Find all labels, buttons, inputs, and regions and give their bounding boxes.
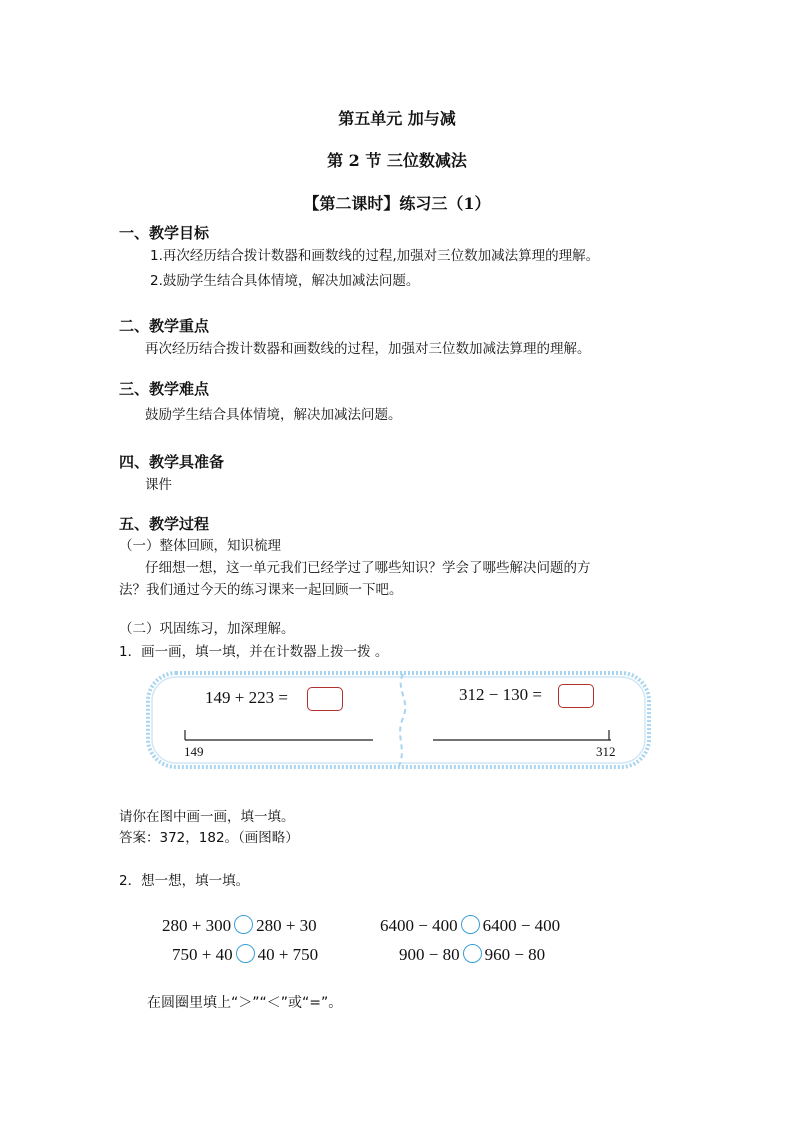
part2-title: （二）巩固练习，加深理解。 (119, 621, 295, 637)
compare-item-2 (380, 915, 560, 936)
materials-text: 课件 (145, 477, 172, 493)
compare-right: 280 + 30 (256, 916, 317, 935)
compare-circle[interactable] (463, 944, 482, 963)
compare-item-1 (162, 915, 317, 936)
q1-title: 1．画一画，填一填，并在计数器上拨一拨 。 (119, 644, 389, 660)
difficulty-heading: 三、教学难点 (119, 380, 210, 398)
right-answer-box[interactable] (558, 684, 594, 708)
goal-item-2: 2.鼓励学生结合具体情境，解决加减法问题。 (150, 273, 420, 289)
part1-line2: 法？我们通过今天的练习课来一起回顾一下吧。 (119, 582, 403, 598)
process-heading: 五、教学过程 (119, 515, 210, 533)
materials-heading: 四、教学具准备 (119, 453, 225, 471)
compare-left: 280 + 300 (162, 916, 232, 935)
compare-left: 750 + 40 (172, 945, 233, 964)
goal-item-1: 1.再次经历结合拨计数器和画数线的过程,加强对三位数加减法算理的理解。 (150, 248, 600, 264)
right-tick-label: 312 (596, 744, 616, 759)
q1-instruction: 请你在图中画一画，填一填。 (119, 809, 295, 825)
compare-right: 6400 − 400 (482, 916, 561, 935)
compare-instruction: 在圆圈里填上“＞”“＜”或“=”。 (147, 995, 343, 1011)
part1-title: （一）整体回顾，知识梳理 (119, 538, 281, 554)
key-heading: 二、教学重点 (119, 317, 210, 335)
compare-circle[interactable] (461, 915, 480, 934)
section-title: 第 2 节 三位数减法 (327, 151, 467, 170)
part1-line1: 仔细想一想，这一单元我们已经学过了哪些知识？学会了哪些解决问题的方 (145, 560, 591, 576)
left-answer-box[interactable] (307, 687, 343, 711)
compare-right: 960 − 80 (484, 945, 546, 964)
q1-answer: 答案：372，182。（画图略） (119, 830, 299, 846)
goals-heading: 一、教学目标 (119, 224, 210, 242)
left-tick-label: 149 (184, 744, 204, 759)
compare-circle[interactable] (236, 944, 255, 963)
lesson-title: 【第二课时】练习三（1） (303, 194, 491, 213)
left-expression: 149 + 223 = (205, 688, 288, 707)
unit-title: 第五单元 加与减 (338, 109, 456, 128)
right-expression: 312 − 130 = (459, 685, 542, 704)
difficulty-text: 鼓励学生结合具体情境，解决加减法问题。 (145, 407, 402, 423)
compare-right: 40 + 750 (257, 945, 319, 964)
q2-title: 2．想一想，填一填。 (119, 873, 250, 889)
compare-item-3 (172, 944, 318, 965)
compare-circle[interactable] (234, 915, 253, 934)
compare-left: 6400 − 400 (380, 916, 458, 935)
key-text: 再次经历结合拨计数器和画数线的过程，加强对三位数加减法算理的理解。 (145, 341, 591, 357)
compare-left: 900 − 80 (399, 945, 460, 964)
compare-item-4 (399, 944, 545, 965)
